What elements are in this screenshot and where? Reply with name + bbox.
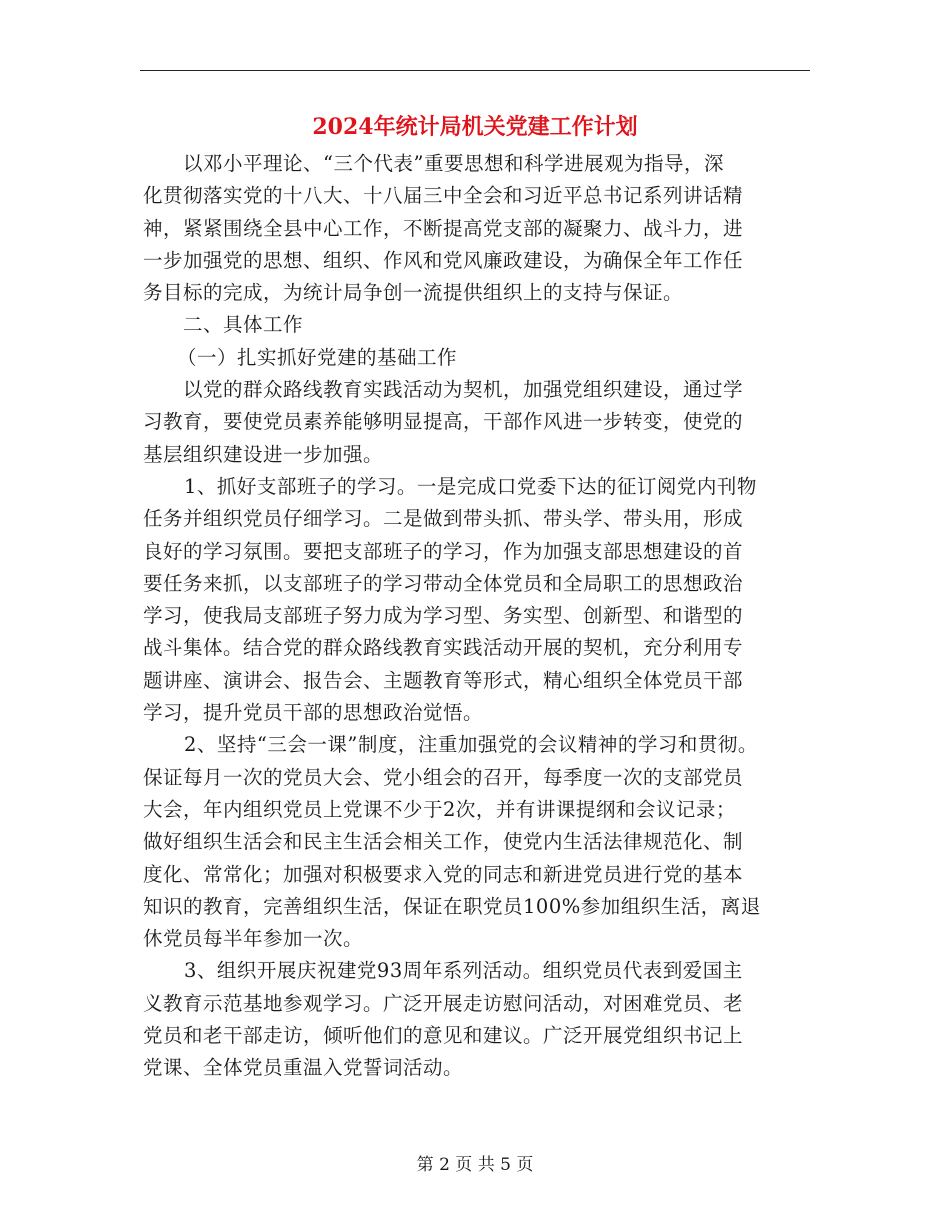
item-1-line: 战斗集体。结合党的群众路线教育实践活动开展的契机，充分利用专 [143,636,744,660]
item-3-line: 党课、全体党员重温入党誓词活动。 [143,1056,464,1080]
paragraph-intro-line: 以邓小平理论、“三个代表”重要思想和科学进展观为指导，深 [183,152,724,175]
paragraph-basis-line: 基层组织建设进一步加强。 [143,442,384,466]
item-2-line: 知识的教育，完善组织生活，保证在职党员100%参加组织生活，离退 [143,894,761,918]
item-2-line: 大会，年内组织党员上党课不少于2次，并有讲课提纲和会议记录； [143,797,736,821]
header-rule [140,70,810,71]
paragraph-basis-line: 以党的群众路线教育实践活动为契机，加强党组织建设，通过学 [183,378,744,402]
item-2-line: 做好组织生活会和民主生活会相关工作，使党内生活法律规范化、制 [143,830,744,854]
item-2-line: 保证每月一次的党员大会、党小组会的召开，每季度一次的支部党员 [143,765,744,789]
item-1-line: 良好的学习氛围。要把支部班子的学习，作为加强支部思想建设的首 [143,539,744,563]
paragraph-intro-line: 务目标的完成，为统计局争创一流提供组织上的支持与保证。 [143,281,684,305]
subsection-heading: （一）扎实抓好党建的基础工作 [177,345,458,369]
item-2-line: 2、坚持“三会一课”制度，注重加强党的会议精神的学习和贯彻。 [184,733,758,757]
document-body [143,148,823,1085]
item-1-line: 题讲座、演讲会、报告会、主题教育等形式，精心组织全体党员干部 [143,668,744,692]
page-number-footer: 第 2 页 共 5 页 [416,1155,534,1175]
item-1-line: 学习，提升党员干部的思想政治觉悟。 [143,701,484,725]
item-3-line: 党员和老干部走访，倾听他们的意见和建议。广泛开展党组织书记上 [143,1024,744,1048]
item-1-line: 要任务来抓，以支部班子的学习带动全体党员和全局职工的思想政治 [143,571,744,595]
paragraph-intro-line: 化贯彻落实党的十八大、十八届三中全会和习近平总书记系列讲话精 [143,184,744,208]
section-heading: 二、具体工作 [183,313,304,337]
paragraph-intro-line: 神，紧紧围绕全县中心工作，不断提高党支部的凝聚力、战斗力，进 [143,216,744,240]
item-3-line: 3、组织开展庆祝建党93周年系列活动。组织党员代表到爱国主 [184,959,743,983]
item-3-line: 义教育示范基地参观学习。广泛开展走访慰问活动，对困难党员、老 [143,991,744,1015]
item-1-line: 学习，使我局支部班子努力成为学习型、务实型、创新型、和谐型的 [143,604,744,628]
document-title: 2024年统计局机关党建工作计划 [312,114,638,140]
item-1-line: 1、抓好支部班子的学习。一是完成口党委下达的征订阅党内刊物 [184,474,757,498]
paragraph-basis-line: 习教育，要使党员素养能够明显提高，干部作风进一步转变，使党的 [143,410,744,434]
paragraph-intro-line: 一步加强党的思想、组织、作风和党风廉政建设，为确保全年工作任 [143,248,744,272]
item-2-line: 休党员每半年参加一次。 [143,927,364,951]
item-1-line: 任务并组织党员仔细学习。二是做到带头抓、带头学、带头用，形成 [143,507,744,531]
item-2-line: 度化、常常化；加强对积极要求入党的同志和新进党员进行党的基本 [143,862,744,886]
